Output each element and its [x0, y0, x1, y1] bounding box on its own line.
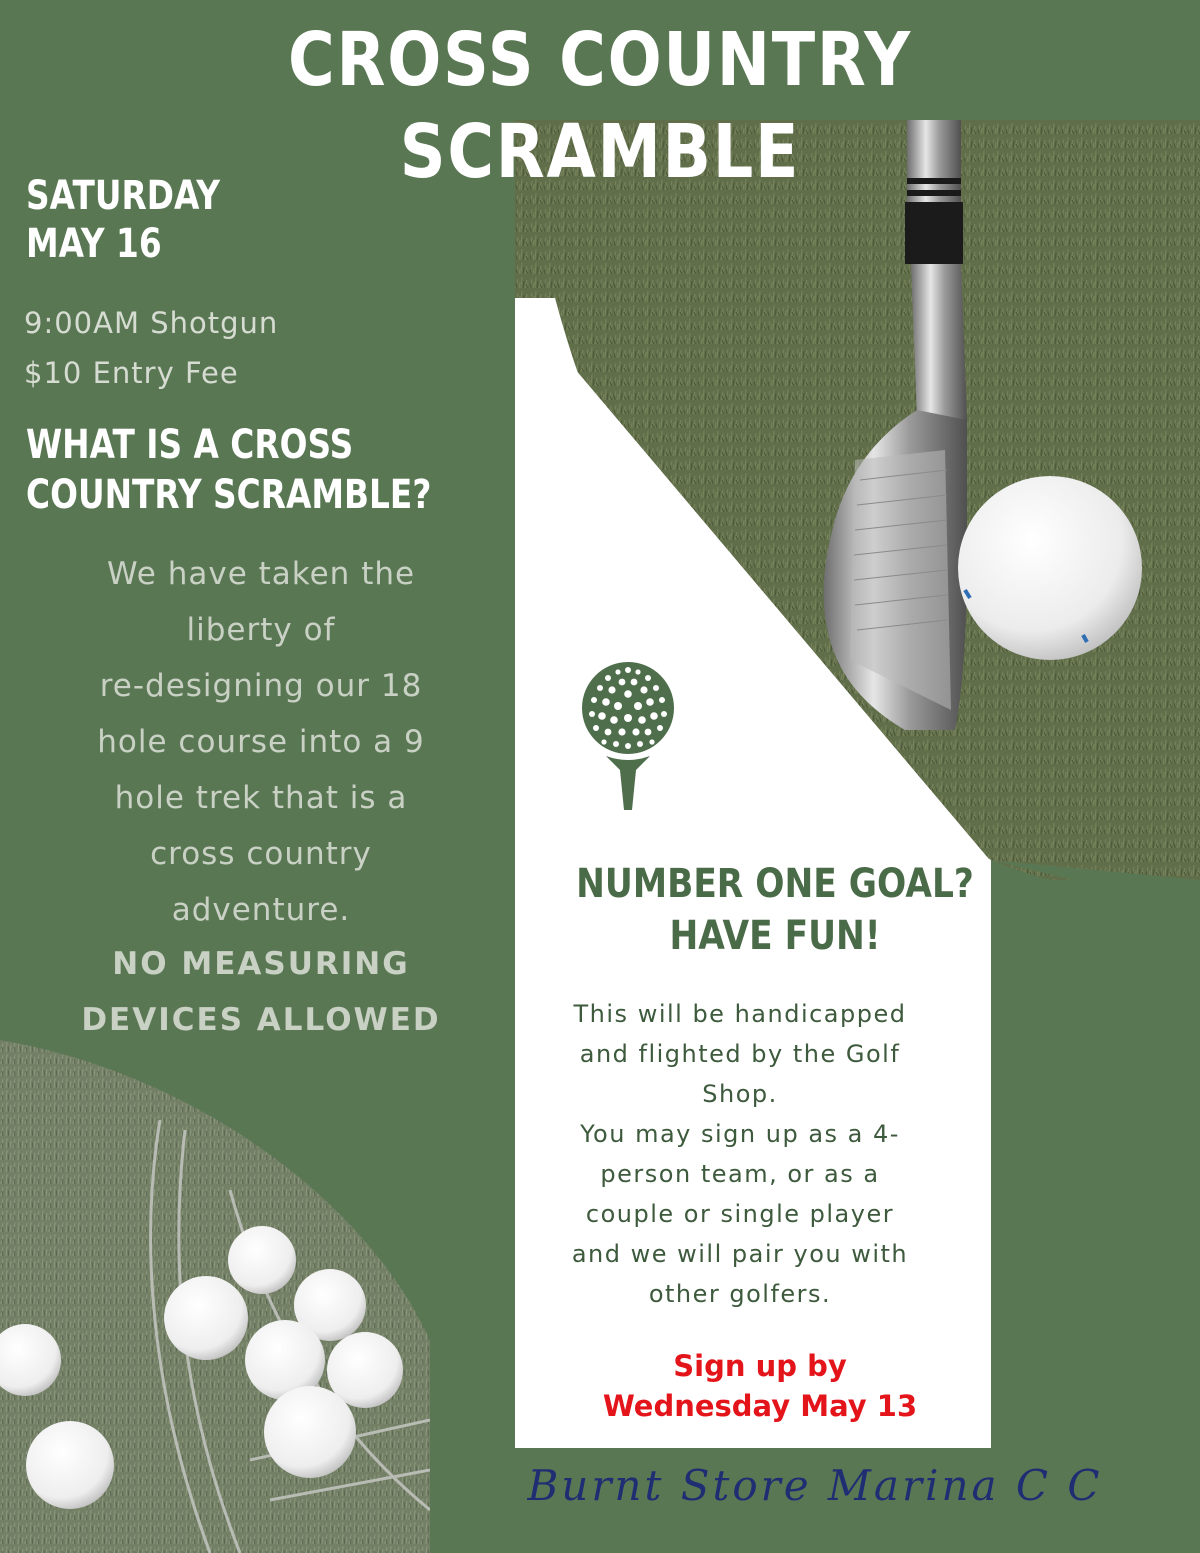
description-line: cross country: [150, 836, 372, 872]
details-line: couple or single player: [585, 1200, 895, 1228]
goal-line1: NUMBER ONE GOAL?: [576, 861, 974, 907]
description-line: We have taken the: [106, 556, 416, 592]
description-line: adventure.: [171, 892, 351, 928]
description-line: hole course into a 9: [97, 724, 425, 760]
details-line: and flighted by the Golf: [579, 1040, 901, 1068]
event-date-block: [26, 172, 288, 268]
page-title: CROSS COUNTRY SCRAMBLE: [288, 17, 912, 195]
details-line: This will be handicapped: [573, 1000, 907, 1028]
details-line: Shop.: [702, 1080, 778, 1108]
measuring-warning: [30, 936, 492, 1048]
golf-balls-photo: [0, 1040, 430, 1553]
details-line: person team, or as a: [600, 1160, 880, 1188]
signup-line1: Sign up by: [673, 1349, 847, 1383]
description-line: re-designing our 18: [99, 668, 423, 704]
event-day: SATURDAY: [26, 173, 220, 219]
club-signature: Burnt Store Marina C C: [527, 1461, 1103, 1510]
golf-ball-on-tee-icon: [580, 660, 676, 816]
event-fee: $10 Entry Fee: [24, 356, 239, 390]
event-info: [24, 298, 444, 398]
signup-deadline: [540, 1346, 980, 1426]
event-details: [540, 994, 940, 1314]
details-line: You may sign up as a 4-: [580, 1120, 900, 1148]
signup-line2: Wednesday May 13: [602, 1389, 918, 1423]
goal-line2: HAVE FUN!: [669, 913, 881, 959]
about-heading-line2: COUNTRY SCRAMBLE?: [26, 472, 432, 518]
event-date: MAY 16: [26, 221, 162, 267]
details-line: other golfers.: [648, 1280, 832, 1308]
event-time: 9:00AM Shotgun: [24, 306, 279, 340]
warning-line1: NO MEASURING: [112, 946, 410, 982]
about-heading: [26, 420, 485, 520]
warning-line2: DEVICES ALLOWED: [81, 1002, 441, 1038]
about-heading-line1: WHAT IS A CROSS: [26, 422, 354, 468]
description-line: hole trek that is a: [114, 780, 408, 816]
description-line: liberty of: [186, 612, 336, 648]
details-line: and we will pair you with: [571, 1240, 909, 1268]
about-description: [30, 546, 492, 938]
goal-heading: [551, 858, 998, 962]
